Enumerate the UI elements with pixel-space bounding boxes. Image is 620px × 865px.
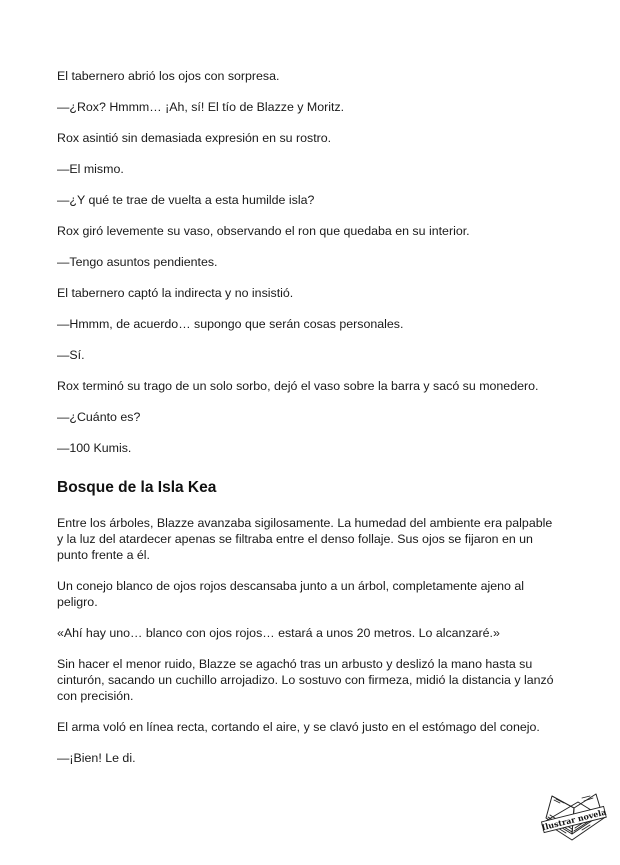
- paragraph: —¿Y qué te trae de vuelta a esta humilde isla?: [57, 193, 315, 207]
- paragraph: —100 Kumis.: [57, 441, 132, 455]
- paragraph: —Tengo asuntos pendientes.: [57, 255, 218, 269]
- paragraph: El tabernero captó la indirecta y no insistió.: [57, 286, 294, 300]
- paragraph: «Ahí hay uno… blanco con ojos rojos… estará a unos 20 metros. Lo alcanzaré.»: [57, 626, 500, 640]
- paragraph: El tabernero abrió los ojos con sorpresa.: [57, 69, 280, 83]
- document-body: [57, 68, 557, 766]
- paragraph: —Sí.: [57, 348, 85, 362]
- paragraph: Rox asintió sin demasiada expresión en su rostro.: [57, 131, 332, 145]
- watermark-text: Ilustrar novela: [540, 806, 608, 833]
- section-heading: Bosque de la Isla Kea: [57, 479, 217, 496]
- paragraph: Rox terminó su trago de un solo sorbo, dejó el vaso sobre la barra y sacó su monedero.: [57, 379, 539, 393]
- paragraph: El arma voló en línea recta, cortando el aire, y se clavó justo en el estómago del conejo.: [57, 720, 540, 734]
- paragraph: —¿Cuánto es?: [57, 410, 141, 424]
- paragraph: —El mismo.: [57, 162, 124, 176]
- paragraph: Un conejo blanco de ojos rojos descansaba junto a un árbol, completamente ajeno al peligro.: [57, 579, 525, 609]
- book-logo-icon: [538, 788, 610, 848]
- paragraph: —¿Rox? Hmmm… ¡Ah, sí! El tío de Blazze y Moritz.: [57, 100, 345, 114]
- paragraph: —Hmmm, de acuerdo… supongo que serán cosas personales.: [57, 317, 404, 331]
- paragraph: Rox giró levemente su vaso, observando el ron que quedaba en su interior.: [57, 224, 470, 238]
- paragraph: Sin hacer el menor ruido, Blazze se agachó tras un arbusto y deslizó la mano hasta su cinturón, sacando un cuchillo arrojadizo. Lo sostuvo con firmeza, midió la distancia y lanzó con precisión.: [57, 657, 554, 703]
- paragraph: Entre los árboles, Blazze avanzaba sigilosamente. La humedad del ambiente era palpable y la luz del atardecer apenas se filtraba entre el denso follaje. Sus ojos se fijaron en un punto frente a él.: [57, 516, 553, 562]
- paragraph: —¡Bien! Le di.: [57, 751, 136, 765]
